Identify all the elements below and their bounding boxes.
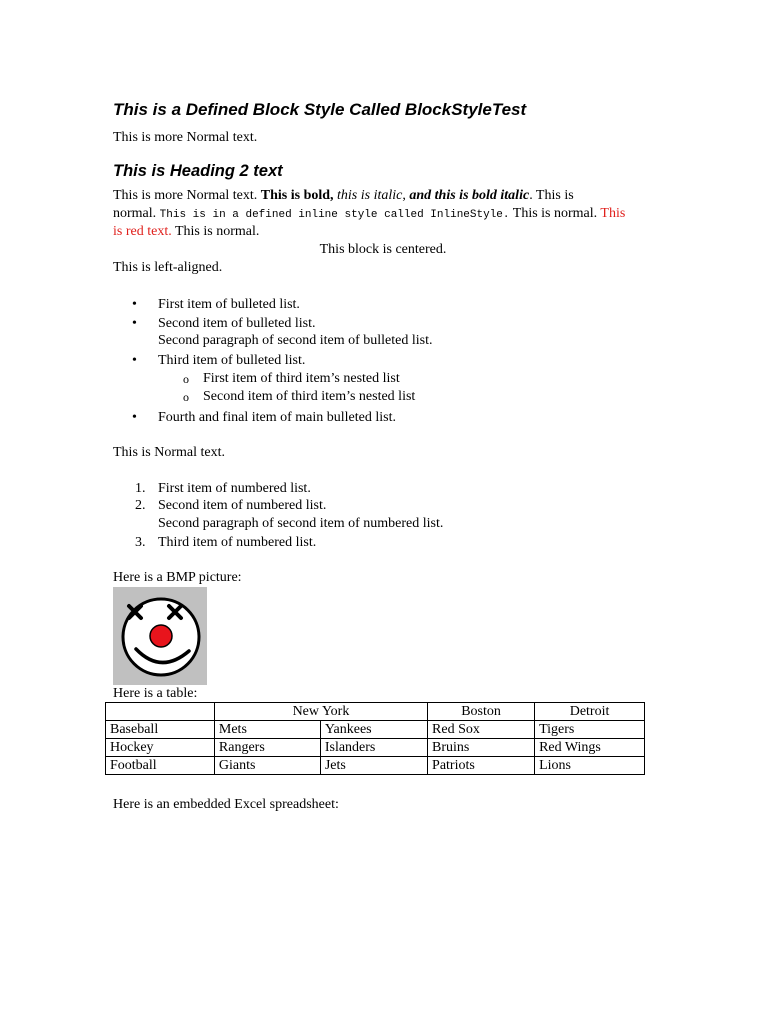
bmp-picture (113, 587, 207, 685)
inline-style-text: This is in a defined inline style called InlineStyle. (159, 209, 510, 221)
list-number: 1. (135, 481, 146, 496)
table-cell: Rangers (214, 739, 320, 757)
table-cell: Red Sox (428, 721, 535, 739)
normal-text-c: This is normal. (509, 206, 601, 221)
mixed-style-line-2 (113, 205, 625, 224)
table-cell: Patriots (428, 757, 535, 775)
bullet-icon: • (132, 353, 137, 368)
bullet-item-2: Second item of bulleted list. (158, 316, 316, 331)
sports-table (105, 702, 645, 775)
circle-bullet-icon: o (183, 372, 189, 386)
table-cell: Giants (214, 757, 320, 775)
bmp-label: Here is a BMP picture: (113, 570, 242, 585)
table-cell: Tigers (535, 721, 645, 739)
table-cell: Yankees (320, 721, 427, 739)
table-label: Here is a table: (113, 686, 198, 701)
numbered-item-2-paragraph-2: Second paragraph of second item of numbered list. (158, 516, 444, 531)
bold-italic-text: and this is bold italic (409, 188, 530, 203)
nested-item-2: Second item of third item’s nested list (203, 389, 416, 404)
table-cell: Lions (535, 757, 645, 775)
table-row (106, 757, 645, 775)
normal-text-b: normal. (113, 206, 160, 221)
table-cell: Football (106, 757, 215, 775)
circle-bullet-icon: o (183, 390, 189, 404)
list-number: 2. (135, 498, 146, 513)
red-text-part-1: This (600, 206, 626, 221)
table-row (106, 739, 645, 757)
bullet-icon: • (132, 316, 137, 331)
red-text-part-2: is red text. (113, 224, 172, 239)
numbered-item-1: First item of numbered list. (158, 481, 311, 496)
table-header-cell: Detroit (535, 703, 645, 721)
table-row (106, 721, 645, 739)
normal-text-paragraph: This is Normal text. (113, 445, 225, 460)
nested-item-1: First item of third item’s nested list (203, 371, 400, 386)
numbered-item-3: Third item of numbered list. (158, 535, 317, 550)
table-cell: Hockey (106, 739, 215, 757)
normal-text: This is more Normal text. (113, 188, 261, 203)
normal-paragraph-1: This is more Normal text. (113, 130, 258, 145)
table-cell: Mets (214, 721, 320, 739)
table-cell: Islanders (320, 739, 427, 757)
mixed-style-line-3 (113, 223, 259, 241)
bullet-icon: • (132, 410, 137, 425)
list-number: 3. (135, 535, 146, 550)
left-aligned-text: This is left-aligned. (113, 260, 223, 275)
clown-face-icon (113, 587, 207, 685)
table-header-cell: Boston (428, 703, 535, 721)
bullet-item-3: Third item of bulleted list. (158, 353, 306, 368)
normal-text-tail: . This is (529, 188, 574, 203)
heading-2: This is Heading 2 text (113, 162, 283, 180)
bullet-icon: • (132, 297, 137, 312)
table-header-cell: New York (214, 703, 427, 721)
block-style-heading: This is a Defined Block Style Called BlockStyleTest (113, 100, 527, 119)
italic-text: this is italic (333, 188, 403, 203)
bullet-item-1: First item of bulleted list. (158, 297, 300, 312)
bullet-item-4: Fourth and final item of main bulleted list. (158, 410, 396, 425)
table-header-cell (106, 703, 215, 721)
table-cell: Red Wings (535, 739, 645, 757)
table-header-row (106, 703, 645, 721)
bold-text: This is bold, (260, 188, 334, 203)
numbered-item-2: Second item of numbered list. (158, 498, 327, 513)
table-cell: Bruins (428, 739, 535, 757)
centered-block: This block is centered. (319, 242, 447, 257)
mixed-style-line-1 (113, 187, 574, 205)
table-cell: Jets (320, 757, 427, 775)
excel-label: Here is an embedded Excel spreadsheet: (113, 797, 339, 812)
normal-text-d: This is normal. (171, 224, 260, 239)
table-cell: Baseball (106, 721, 215, 739)
comma-text: , (402, 188, 410, 203)
bullet-item-2-paragraph-2: Second paragraph of second item of bulleted list. (158, 333, 433, 348)
